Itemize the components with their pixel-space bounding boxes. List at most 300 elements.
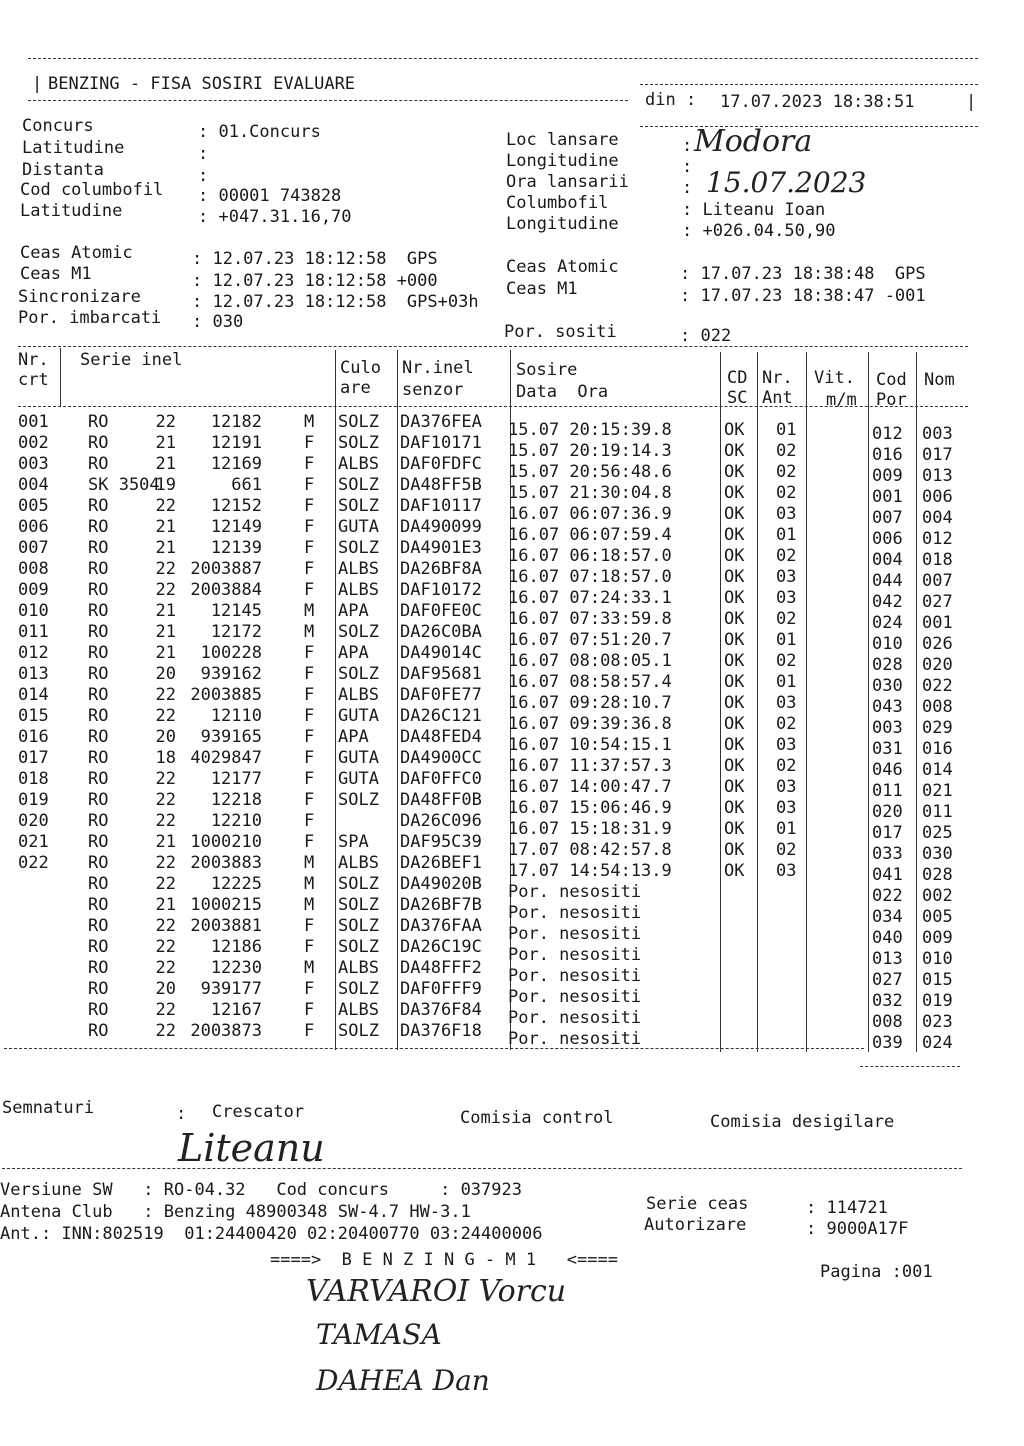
cell-arrival: 16.07 07:24:33.1 [508,588,672,608]
cell-sensor: DA26C096 [400,811,482,831]
cell-ring: 12167 [210,1000,262,1020]
col-header-data-ora: Data Ora [516,382,609,402]
cell-ring: 12225 [210,874,262,894]
clock-value: : 12.07.23 18:12:58 +000 [192,271,438,291]
header-border-right: | [966,92,977,112]
cell-sex: F [304,748,315,768]
col-header-nr: Nr. [18,350,49,370]
info-value: : [198,166,209,186]
cell-sex: F [304,559,315,579]
cell-code: 007 [872,508,903,528]
cell-nr: 013 [18,664,49,684]
cell-nr: 021 [18,832,49,852]
cell-antenna: 02 [776,462,797,482]
clock-label: Sincronizare [18,287,141,307]
cell-cd: OK [724,420,745,440]
cell-nom: 006 [922,487,953,507]
cell-color: ALBS [338,454,379,474]
clock-label: Ceas M1 [20,264,92,284]
col-header-cd: CD [727,368,748,388]
cell-year: 21 [155,601,176,621]
cell-nr: 019 [18,790,49,810]
cell-color: ALBS [338,580,379,600]
cell-code: 031 [872,739,903,759]
clock-label: Ceas Atomic [506,257,619,277]
cell-antenna: 01 [776,819,797,839]
cell-antenna: 03 [776,861,797,881]
cell-sensor: DA26C121 [400,706,482,726]
cell-sensor: DAF10117 [400,496,482,516]
col-header-senzor: senzor [402,380,464,400]
cell-arrival: 16.07 08:08:05.1 [508,651,672,671]
cell-sensor: DAF0FFF9 [400,979,482,999]
cell-year: 21 [155,895,176,915]
cell-nom: 027 [922,592,953,612]
cell-ring: 12145 [210,601,262,621]
cell-nom: 019 [922,991,953,1011]
footer-autorizare-label: Autorizare [644,1215,747,1235]
cell-cd: OK [724,735,745,755]
cell-cd: OK [724,819,745,839]
cell-sex: F [304,937,315,957]
col-header-crt: crt [18,370,49,390]
cell-cd: OK [724,609,745,629]
cell-nr: 008 [18,559,49,579]
cell-cd: OK [724,777,745,797]
cell-code: 011 [872,781,903,801]
cell-arrival: Por. nesositi [508,1008,642,1028]
cell-sensor: DA49014C [400,643,482,663]
cell-cd: OK [724,441,745,461]
cell-sex: F [304,643,315,663]
cell-nr: 007 [18,538,49,558]
cell-ring: 1000210 [190,832,262,852]
cell-arrival: Por. nesositi [508,966,642,986]
col-header-cod: Cod [876,370,907,390]
cell-country: RO [88,769,109,789]
footer-banner: ====> B E N Z I N G - M 1 <==== [270,1250,618,1270]
cell-year: 21 [155,517,176,537]
cell-country: RO [88,601,109,621]
cell-nom: 020 [922,655,953,675]
cell-sex: F [304,790,315,810]
cell-year: 22 [155,769,176,789]
cell-ring: 4029847 [190,748,262,768]
cell-country: RO [88,664,109,684]
cell-country: RO [88,685,109,705]
cell-ring: 100228 [200,643,262,663]
cell-nom: 028 [922,865,953,885]
cell-year: 22 [155,1000,176,1020]
cell-nr: 016 [18,727,49,747]
info-value: : +047.31.16,70 [198,207,352,227]
cell-arrival: Por. nesositi [508,987,642,1007]
cell-nom: 011 [922,802,953,822]
cell-sensor: DA49020B [400,874,482,894]
cell-cd: OK [724,756,745,776]
cell-antenna: 01 [776,420,797,440]
clock-label: Ceas M1 [506,279,578,299]
cell-antenna: 03 [776,588,797,608]
cell-nr: 010 [18,601,49,621]
handwritten-name: TAMASA [316,1318,442,1351]
cell-sensor: DA48FED4 [400,727,482,747]
cell-antenna: 02 [776,483,797,503]
col-header-sc: SC [727,388,748,408]
cell-country: RO [88,517,109,537]
cell-nr: 018 [18,769,49,789]
cell-sex: F [304,727,315,747]
cell-sensor: DA26C19C [400,937,482,957]
cell-cd: OK [724,672,745,692]
cell-antenna: 02 [776,546,797,566]
cell-code: 040 [872,928,903,948]
cell-nr: 020 [18,811,49,831]
cell-code: 017 [872,823,903,843]
cell-year: 21 [155,454,176,474]
cell-sex: M [304,958,315,978]
col-header-are: are [340,378,371,398]
cell-year: 21 [155,538,176,558]
cell-sensor: DA490099 [400,517,482,537]
cell-country: RO [88,832,109,852]
info-label: Loc lansare [506,130,619,150]
cell-color: SOLZ [338,664,379,684]
cell-color: ALBS [338,685,379,705]
cell-sex: F [304,475,315,495]
cell-code: 041 [872,865,903,885]
cell-ring: 1000215 [190,895,262,915]
clock-label: Por. imbarcati [18,308,162,328]
cell-antenna: 02 [776,609,797,629]
footer-page-number: Pagina :001 [820,1262,933,1282]
footer-line-3: Ant.: INN:802519 01:24400420 02:20400770 03:24400006 [0,1224,543,1244]
cell-code: 027 [872,970,903,990]
cell-arrival: 15.07 20:19:14.3 [508,441,672,461]
cell-sensor: DAF10171 [400,433,482,453]
cell-color: SOLZ [338,475,379,495]
cell-sensor: DA376FAA [400,916,482,936]
cell-sensor: DAF0FDFC [400,454,482,474]
handwritten-location: Modora [694,124,813,159]
cell-nr: 006 [18,517,49,537]
cell-color: SOLZ [338,937,379,957]
cell-antenna: 03 [776,798,797,818]
signatures-label: Semnaturi [2,1098,95,1118]
cell-nr: 014 [18,685,49,705]
clock-value: : 12.07.23 18:12:58 GPS+03h [192,292,479,312]
footer-serie-ceas-label: Serie ceas [646,1194,749,1214]
cell-nr: 003 [18,454,49,474]
cell-sex: M [304,412,315,432]
signature-comisia-control: Comisia control [460,1108,614,1128]
cell-code: 001 [872,487,903,507]
cell-ring: 12172 [210,622,262,642]
cell-sensor: DA26BEF1 [400,853,482,873]
cell-code: 022 [872,886,903,906]
cell-sensor: DA376F84 [400,1000,482,1020]
cell-nom: 026 [922,634,953,654]
cell-country: RO [88,874,109,894]
cell-sensor: DAF0FE77 [400,685,482,705]
cell-sensor: DA4900CC [400,748,482,768]
cell-nom: 009 [922,928,953,948]
cell-color: SOLZ [338,433,379,453]
cell-nr: 022 [18,853,49,873]
col-header-mm: m/m [826,390,857,410]
header-border-left: | [32,74,43,94]
cell-antenna: 02 [776,756,797,776]
cell-country: RO [88,916,109,936]
cell-nom: 029 [922,718,953,738]
cell-arrival: Por. nesositi [508,1029,642,1049]
cell-arrival: 16.07 06:07:59.4 [508,525,672,545]
cell-sex: F [304,811,315,831]
info-value: : Liteanu Ioan [682,200,826,220]
cell-code: 010 [872,634,903,654]
info-label: Latitudine [20,201,123,221]
cell-sensor: DAF0FE0C [400,601,482,621]
cell-cd: OK [724,504,745,524]
cell-color: GUTA [338,769,379,789]
cell-nr: 017 [18,748,49,768]
cell-code: 046 [872,760,903,780]
cell-cd: OK [724,546,745,566]
info-value: : +026.04.50,90 [682,221,836,241]
cell-sex: F [304,1021,315,1041]
handwritten-name: VARVAROI Vorcu [306,1274,567,1309]
cell-country: RO [88,496,109,516]
cell-color: SOLZ [338,790,379,810]
cell-arrival: 17.07 08:42:57.8 [508,840,672,860]
cell-code: 024 [872,613,903,633]
cell-cd: OK [724,588,745,608]
cell-cd: OK [724,567,745,587]
info-label: Distanta [22,160,104,180]
cell-color: SOLZ [338,1021,379,1041]
cell-antenna: 02 [776,714,797,734]
cell-code: 003 [872,718,903,738]
cell-antenna: 01 [776,630,797,650]
cell-country: RO [88,790,109,810]
cell-cd: OK [724,840,745,860]
cell-sensor: DA48FFF2 [400,958,482,978]
info-label: Ora lansarii [506,172,629,192]
cell-nr: 015 [18,706,49,726]
cell-color: APA [338,601,369,621]
cell-nom: 023 [922,1012,953,1032]
cell-year: 22 [155,916,176,936]
cell-ring: 12177 [210,769,262,789]
cell-nr: 004 [18,475,49,495]
cell-nr: 009 [18,580,49,600]
cell-arrival: Por. nesositi [508,924,642,944]
cell-country: RO [88,748,109,768]
cell-ring: 12149 [210,517,262,537]
cell-ring: 12182 [210,412,262,432]
footer-line-1: Versiune SW : RO-04.32 Cod concurs : 037923 [0,1180,522,1200]
cell-color: APA [338,643,369,663]
handwritten-name: DAHEA Dan [316,1364,490,1397]
signature-comisia-desigilare: Comisia desigilare [710,1112,895,1132]
cell-nom: 030 [922,844,953,864]
cell-year: 22 [155,937,176,957]
cell-country: RO [88,1021,109,1041]
cell-country: RO [88,580,109,600]
cell-country: RO [88,727,109,747]
signatures-colon: : [176,1104,187,1124]
cell-sensor: DA26C0BA [400,622,482,642]
cell-ring: 2003883 [190,853,262,873]
cell-nom: 003 [922,424,953,444]
cell-sensor: DAF95C39 [400,832,482,852]
cell-nr: 005 [18,496,49,516]
cell-arrival: 16.07 06:07:36.9 [508,504,672,524]
col-header-nr2: Nr. [762,368,793,388]
cell-sensor: DA26BF7B [400,895,482,915]
cell-ring: 12218 [210,790,262,810]
cell-sex: M [304,874,315,894]
report-date: 17.07.2023 18:38:51 [720,92,915,112]
cell-code: 033 [872,844,903,864]
cell-country: RO [88,559,109,579]
cell-color: GUTA [338,517,379,537]
handwritten-release-date: 15.07.2023 [706,166,867,199]
cell-color: SOLZ [338,874,379,894]
cell-arrival: 16.07 15:18:31.9 [508,819,672,839]
info-value: : 00001 743828 [198,186,342,206]
cell-color: ALBS [338,559,379,579]
footer-autorizare-value: : 9000A17F [806,1219,909,1239]
cell-ring: 2003887 [190,559,262,579]
cell-cd: OK [724,483,745,503]
cell-sex: F [304,769,315,789]
cell-antenna: 02 [776,651,797,671]
cell-year: 22 [155,874,176,894]
cell-sex: F [304,979,315,999]
cell-nom: 018 [922,550,953,570]
cell-sex: F [304,664,315,684]
handwritten-signature: Liteanu [178,1126,325,1170]
cell-code: 034 [872,907,903,927]
cell-nom: 012 [922,529,953,549]
cell-nom: 021 [922,781,953,801]
cell-sex: M [304,601,315,621]
cell-sensor: DA376F18 [400,1021,482,1041]
clock-value: : 030 [192,312,244,332]
cell-code: 028 [872,655,903,675]
cell-ring: 2003881 [190,916,262,936]
cell-cd: OK [724,462,745,482]
cell-arrival: 16.07 11:37:57.3 [508,756,672,776]
cell-nom: 002 [922,886,953,906]
cell-code: 030 [872,676,903,696]
cell-year: 22 [155,1021,176,1041]
signature-crescator-label: Crescator [212,1102,305,1122]
cell-country: RO [88,454,109,474]
cell-ring: 661 [231,475,262,495]
cell-year: 21 [155,433,176,453]
clock-value: : 022 [680,326,732,346]
cell-nom: 004 [922,508,953,528]
clock-label: Ceas Atomic [20,243,133,263]
cell-arrival: 15.07 21:30:04.8 [508,483,672,503]
cell-sex: F [304,1000,315,1020]
cell-ring: 12110 [210,706,262,726]
info-value: : [682,157,693,177]
info-value: : [682,178,693,198]
cell-color: GUTA [338,706,379,726]
cell-cd: OK [724,630,745,650]
cell-ring: 12191 [210,433,262,453]
cell-color: SOLZ [338,496,379,516]
cell-arrival: 15.07 20:56:48.6 [508,462,672,482]
info-value: : 01.Concurs [198,122,321,142]
clock-value: : 17.07.23 18:38:47 -001 [680,286,926,306]
cell-cd: OK [724,798,745,818]
cell-cd: OK [724,525,745,545]
cell-sex: F [304,517,315,537]
clock-value: : 12.07.23 18:12:58 GPS [192,249,438,269]
cell-sex: M [304,853,315,873]
cell-year: 22 [155,412,176,432]
cell-ring: 12169 [210,454,262,474]
cell-country: RO [88,937,109,957]
document-title: BENZING - FISA SOSIRI EVALUARE [48,74,356,94]
cell-color: ALBS [338,958,379,978]
cell-arrival: Por. nesositi [508,945,642,965]
info-label: Concurs [22,116,94,136]
cell-year: 20 [155,727,176,747]
cell-color: SOLZ [338,622,379,642]
cell-country: RO [88,895,109,915]
cell-country: RO [88,811,109,831]
cell-arrival: 16.07 14:00:47.7 [508,777,672,797]
cell-antenna: 02 [776,441,797,461]
info-label: Longitudine [506,151,619,171]
cell-year: 22 [155,853,176,873]
cell-arrival: 15.07 20:15:39.8 [508,420,672,440]
cell-arrival: Por. nesositi [508,903,642,923]
info-label: Longitudine [506,214,619,234]
cell-country: RO [88,643,109,663]
cell-sensor: DAF10172 [400,580,482,600]
cell-nr: 001 [18,412,49,432]
cell-sex: F [304,433,315,453]
cell-country: RO [88,538,109,558]
cell-color: SOLZ [338,538,379,558]
cell-nom: 025 [922,823,953,843]
cell-code: 006 [872,529,903,549]
cell-sex: F [304,454,315,474]
cell-country: RO [88,853,109,873]
cell-code: 013 [872,949,903,969]
col-header-nrinel: Nr.inel [402,358,474,378]
cell-code: 043 [872,697,903,717]
info-label: Cod columbofil [20,180,164,200]
cell-ring: 12139 [210,538,262,558]
cell-code: 039 [872,1033,903,1053]
cell-nr: 011 [18,622,49,642]
cell-year: 22 [155,496,176,516]
cell-country: RO [88,958,109,978]
cell-arrival: 16.07 07:18:57.0 [508,567,672,587]
cell-year: 22 [155,580,176,600]
footer-line-2: Antena Club : Benzing 48900348 SW-4.7 HW-3.1 [0,1202,471,1222]
cell-sensor: DA48FF5B [400,475,482,495]
cell-cd: OK [724,714,745,734]
cell-nom: 017 [922,445,953,465]
